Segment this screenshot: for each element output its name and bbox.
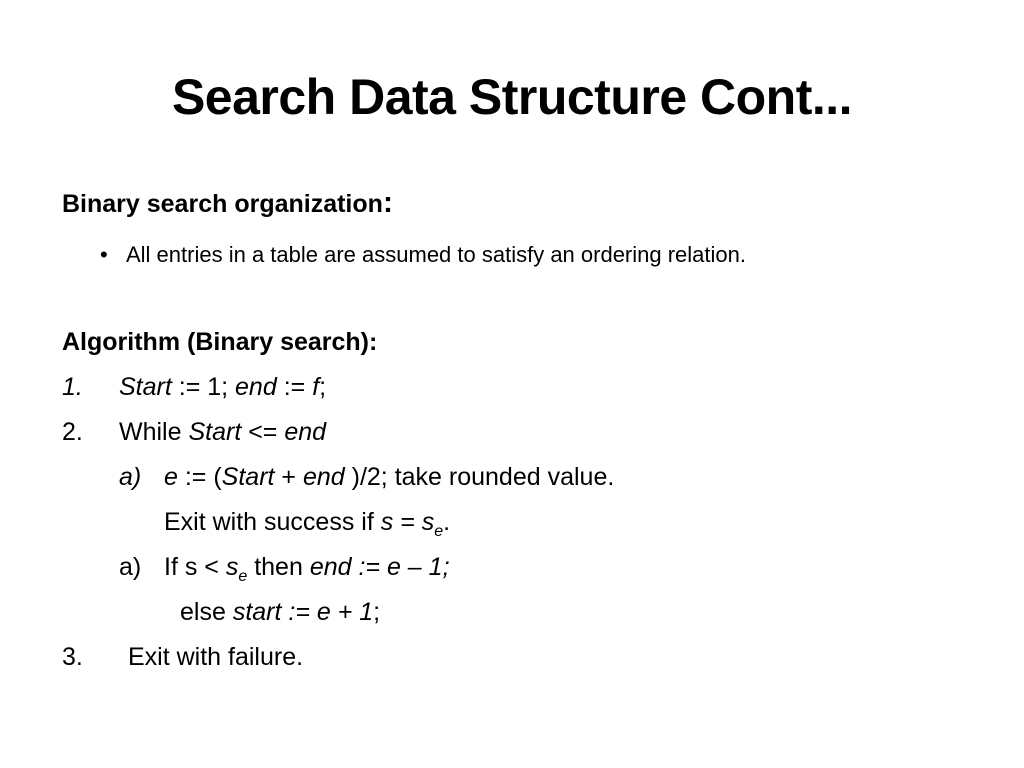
else-semicolon: ; (373, 598, 381, 626)
step2a-assign: := ( (177, 463, 222, 491)
var-end: end (235, 373, 277, 401)
step-number: 3. (62, 643, 83, 671)
section-heading-binary-search (62, 186, 393, 221)
algorithm-step-2 (62, 415, 326, 449)
exit-success-period: . (443, 508, 451, 536)
expr-start-assign: start := e + 1 (232, 598, 374, 626)
section-heading-colon: : (382, 186, 393, 219)
slide-title: Search Data Structure Cont... (171, 69, 853, 125)
var-f: f (312, 373, 320, 401)
step2a-plus: + (274, 463, 303, 491)
var-s: s (225, 553, 239, 581)
step2b-if: If s < (164, 553, 226, 581)
bullet-item (100, 238, 746, 272)
substep-label: a) (119, 553, 142, 581)
algorithm-step-3 (62, 640, 303, 674)
step3-text: Exit with failure. (128, 643, 304, 671)
step2a-rest: )/2; take rounded value. (344, 463, 615, 491)
step1-semicolon: ; (319, 373, 327, 401)
var-end: end (302, 463, 345, 491)
substep-label: a) (119, 463, 142, 491)
algorithm-step-2a (119, 460, 614, 494)
bullet-text: All entries in a table are assumed to satisfy an ordering relation. (126, 242, 746, 267)
subscript-e: e (238, 568, 248, 585)
algorithm-heading: Algorithm (Binary search): (62, 328, 378, 356)
algorithm-step-2b (119, 550, 450, 584)
var-e: e (164, 463, 178, 491)
var-start: Start (119, 373, 172, 401)
exit-success-text: Exit with success if (164, 508, 381, 536)
expr-s-equals-se: s = s (380, 508, 435, 536)
else-keyword: else (180, 598, 233, 626)
step-number: 1. (62, 373, 83, 401)
var-start: Start (221, 463, 275, 491)
expr-end-assign: end := e – 1; (309, 553, 450, 581)
step1-assign1: := 1; (171, 373, 236, 401)
step2-while: While (119, 418, 189, 446)
step2-operator: <= (241, 418, 285, 446)
step1-assign2: := (276, 373, 313, 401)
algorithm-step-2b-else (180, 595, 380, 629)
var-end: end (284, 418, 327, 446)
step2b-then: then (247, 553, 310, 581)
step-number: 2. (62, 418, 83, 446)
algorithm-step-2a-exit (164, 505, 450, 539)
bullet-dot: • (100, 242, 108, 267)
subscript-e: e (434, 523, 444, 540)
var-start: Start (188, 418, 242, 446)
algorithm-step-1 (62, 370, 326, 404)
section-heading-text: Binary search organization (62, 190, 383, 218)
